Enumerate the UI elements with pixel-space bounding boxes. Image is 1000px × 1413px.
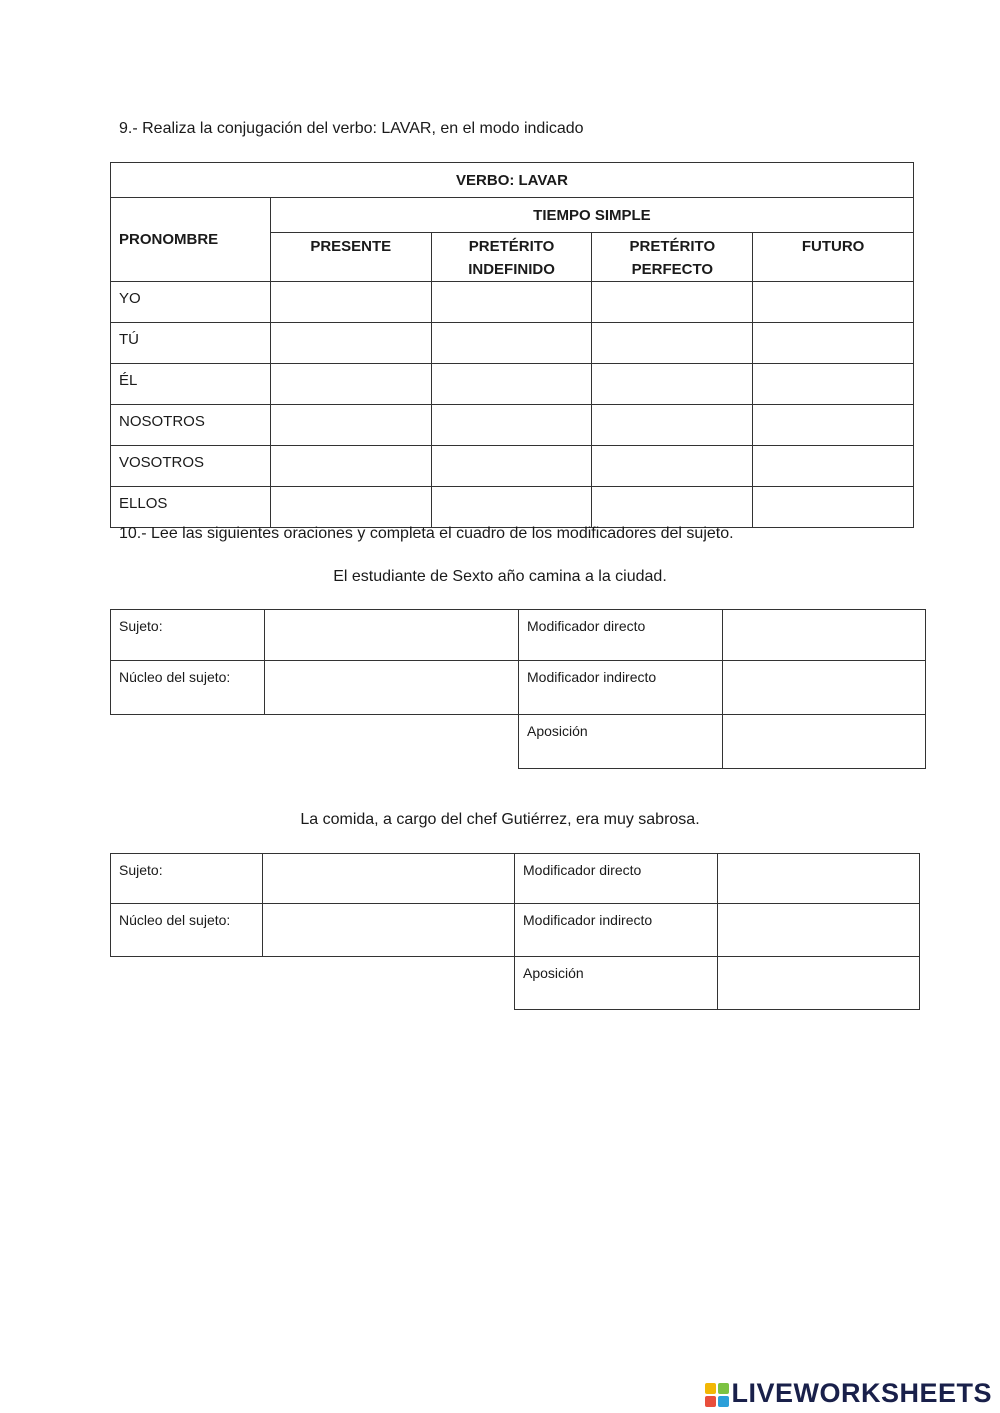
answer-cell[interactable] bbox=[431, 446, 592, 487]
liveworksheets-logo bbox=[705, 1378, 992, 1409]
tense-group-header: TIEMPO SIMPLE bbox=[270, 198, 913, 233]
modifier-table-2 bbox=[514, 853, 920, 1010]
modifier-table-1 bbox=[518, 609, 926, 769]
answer-cell[interactable] bbox=[753, 282, 914, 323]
answer-cell[interactable] bbox=[722, 661, 925, 715]
pronoun-cell: YO bbox=[111, 282, 271, 323]
label-modificador-directo: Modificador directo bbox=[515, 854, 718, 904]
conjugation-table bbox=[110, 162, 914, 528]
label-modificador-indirecto: Modificador indirecto bbox=[519, 661, 723, 715]
label-nucleo: Núcleo del sujeto: bbox=[111, 661, 265, 715]
sentence-1: El estudiante de Sexto año camina a la ciudad. bbox=[333, 568, 667, 585]
answer-cell[interactable] bbox=[753, 323, 914, 364]
subject-table-2 bbox=[110, 853, 515, 957]
answer-cell[interactable] bbox=[717, 957, 919, 1010]
question-10-prompt: 10.- Lee las siguientes oraciones y completa el cuadro de los modificadores del sujeto. bbox=[119, 525, 734, 542]
answer-cell[interactable] bbox=[753, 487, 914, 528]
answer-cell[interactable] bbox=[592, 487, 753, 528]
question-9-prompt: 9.- Realiza la conjugación del verbo: LAVAR, en el modo indicado bbox=[119, 120, 584, 137]
label-sujeto: Sujeto: bbox=[111, 610, 265, 661]
answer-cell[interactable] bbox=[592, 323, 753, 364]
table-title: VERBO: LAVAR bbox=[111, 163, 914, 198]
answer-cell[interactable] bbox=[270, 405, 431, 446]
answer-cell[interactable] bbox=[270, 446, 431, 487]
answer-cell[interactable] bbox=[753, 405, 914, 446]
column-header: PRESENTE bbox=[270, 233, 431, 282]
pronoun-cell: ELLOS bbox=[111, 487, 271, 528]
label-modificador-directo: Modificador directo bbox=[519, 610, 723, 661]
column-header: FUTURO bbox=[753, 233, 914, 282]
answer-cell[interactable] bbox=[262, 904, 514, 957]
answer-cell[interactable] bbox=[753, 364, 914, 405]
answer-cell[interactable] bbox=[431, 323, 592, 364]
answer-cell[interactable] bbox=[270, 282, 431, 323]
answer-cell[interactable] bbox=[264, 661, 518, 715]
answer-cell[interactable] bbox=[264, 610, 518, 661]
column-header: PRETÉRITO INDEFINIDO bbox=[431, 233, 592, 282]
answer-cell[interactable] bbox=[431, 364, 592, 405]
pronoun-header: PRONOMBRE bbox=[111, 198, 271, 282]
answer-cell[interactable] bbox=[717, 854, 919, 904]
answer-cell[interactable] bbox=[592, 446, 753, 487]
label-aposicion: Aposición bbox=[519, 715, 723, 769]
answer-cell[interactable] bbox=[722, 715, 925, 769]
answer-cell[interactable] bbox=[270, 487, 431, 528]
answer-cell[interactable] bbox=[753, 446, 914, 487]
answer-cell[interactable] bbox=[717, 904, 919, 957]
label-aposicion: Aposición bbox=[515, 957, 718, 1010]
liveworksheets-logo-icon bbox=[705, 1383, 729, 1407]
column-header: PRETÉRITO PERFECTO bbox=[592, 233, 753, 282]
answer-cell[interactable] bbox=[722, 610, 925, 661]
answer-cell[interactable] bbox=[592, 282, 753, 323]
pronoun-cell: NOSOTROS bbox=[111, 405, 271, 446]
answer-cell[interactable] bbox=[431, 405, 592, 446]
label-sujeto: Sujeto: bbox=[111, 854, 263, 904]
answer-cell[interactable] bbox=[592, 364, 753, 405]
answer-cell[interactable] bbox=[431, 282, 592, 323]
answer-cell[interactable] bbox=[262, 854, 514, 904]
answer-cell[interactable] bbox=[592, 405, 753, 446]
brand-text: LIVEWORKSHEETS bbox=[731, 1378, 992, 1408]
answer-cell[interactable] bbox=[431, 487, 592, 528]
pronoun-cell: ÉL bbox=[111, 364, 271, 405]
sentence-2: La comida, a cargo del chef Gutiérrez, era muy sabrosa. bbox=[300, 811, 700, 828]
label-nucleo: Núcleo del sujeto: bbox=[111, 904, 263, 957]
pronoun-cell: TÚ bbox=[111, 323, 271, 364]
answer-cell[interactable] bbox=[270, 323, 431, 364]
answer-cell[interactable] bbox=[270, 364, 431, 405]
pronoun-cell: VOSOTROS bbox=[111, 446, 271, 487]
subject-table-1 bbox=[110, 609, 519, 715]
label-modificador-indirecto: Modificador indirecto bbox=[515, 904, 718, 957]
